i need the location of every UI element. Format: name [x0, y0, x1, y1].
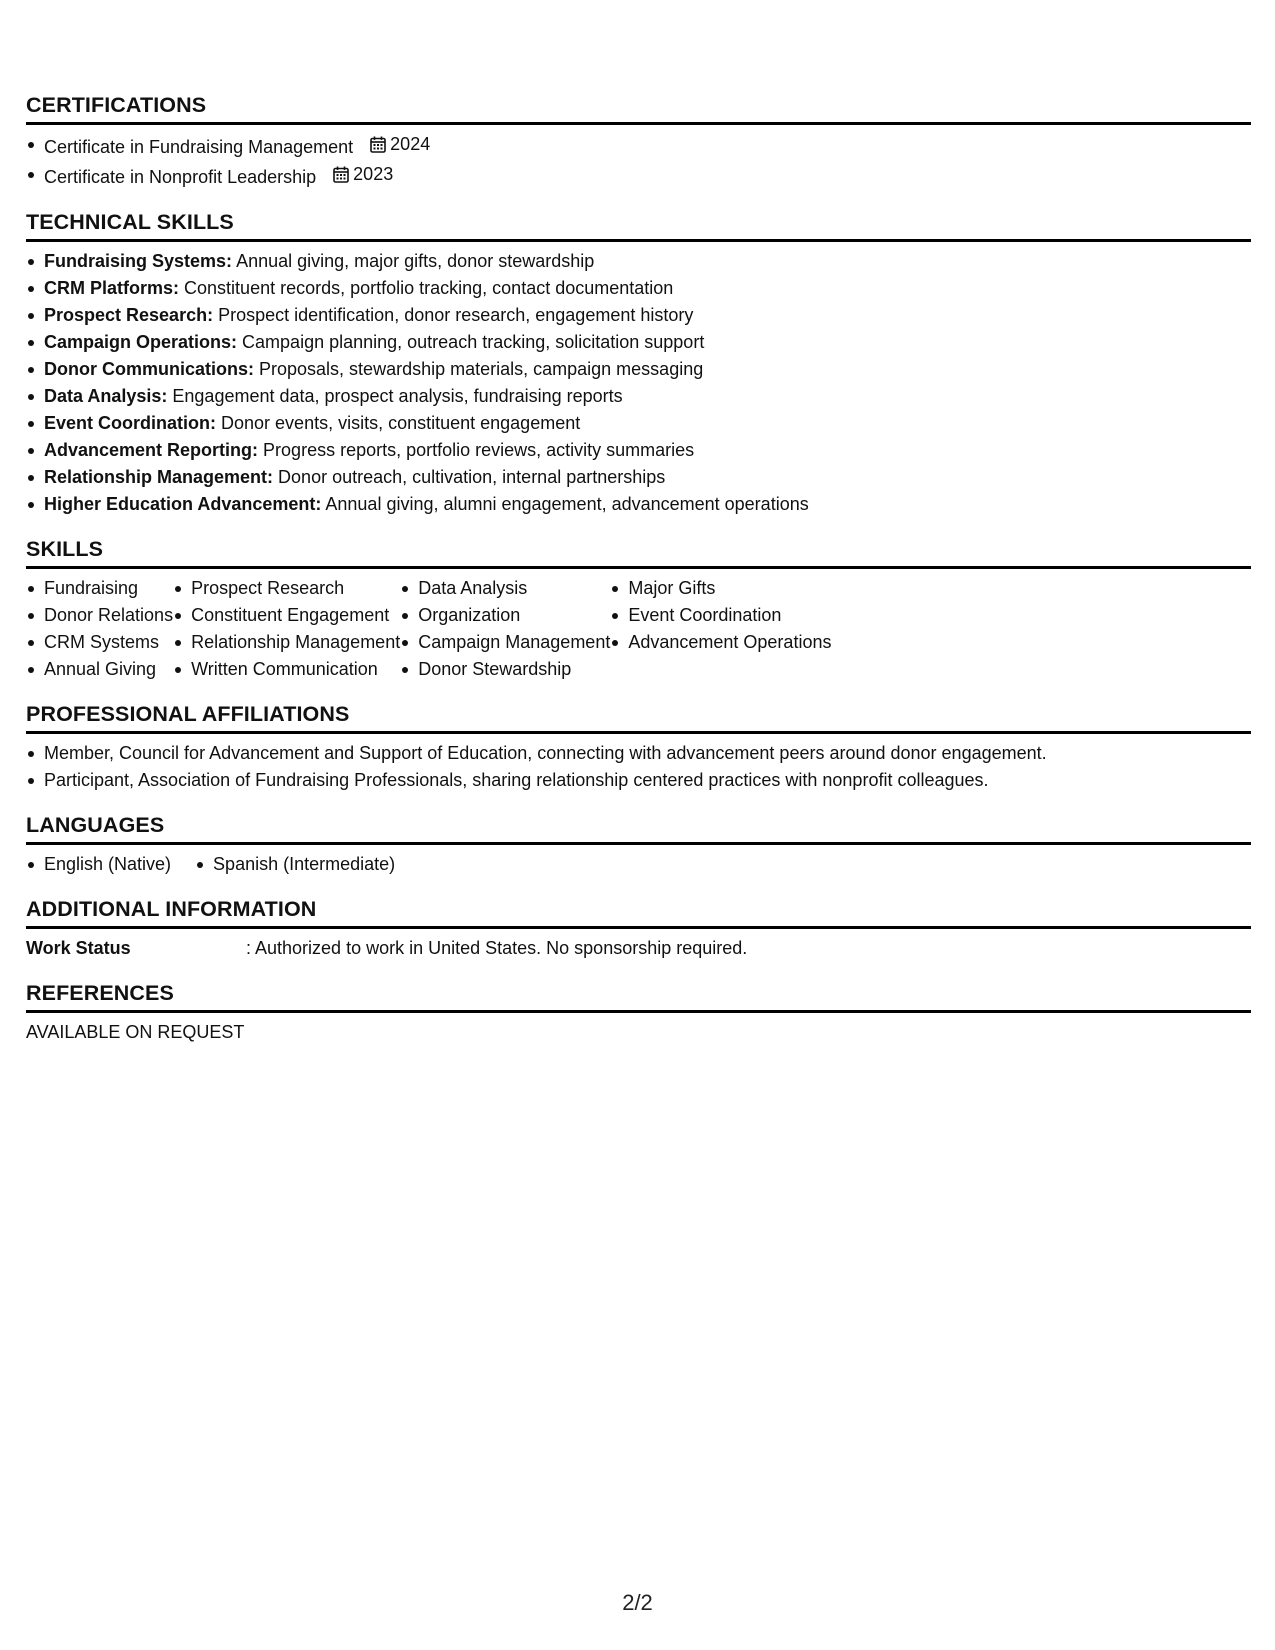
list-item: Data Analysis: [400, 575, 610, 602]
list-item: Prospect Research: [173, 575, 400, 602]
skills-section: [26, 536, 1251, 683]
skill-detail: Prospect identification, donor research, engagement history: [218, 305, 694, 325]
list-item: [26, 161, 1251, 191]
list-item: [26, 383, 1251, 410]
resume-page: [26, 92, 1251, 1064]
languages-section: [26, 812, 1251, 878]
certification-name: Certificate in Fundraising Management: [44, 137, 354, 157]
references-text: AVAILABLE ON REQUEST: [26, 1022, 245, 1042]
skills-heading: SKILLS: [26, 536, 1251, 569]
list-item: Campaign Management: [400, 629, 610, 656]
list-item: Donor Stewardship: [400, 656, 610, 683]
list-item: [26, 356, 1251, 383]
list-item: English (Native): [26, 851, 171, 878]
affiliations-list: [26, 740, 1251, 794]
list-item: Annual Giving: [26, 656, 173, 683]
list-item: [26, 275, 1251, 302]
skill-detail: Progress reports, portfolio reviews, activity summaries: [263, 440, 695, 460]
list-item: [26, 491, 1251, 518]
skill-category: Donor Communications:: [44, 359, 254, 379]
certification-year: 2023: [353, 164, 394, 184]
info-key: Work Status: [26, 938, 131, 958]
skill-category: Higher Education Advancement:: [44, 494, 322, 514]
list-item: Major Gifts: [610, 575, 831, 602]
skills-column: [400, 575, 610, 683]
skill-detail: Donor outreach, cultivation, internal partnerships: [278, 467, 666, 487]
technical-skills-list: [26, 248, 1251, 518]
technical-skills-heading: TECHNICAL SKILLS: [26, 209, 1251, 242]
certification-date: [370, 131, 430, 158]
list-item: [26, 464, 1251, 491]
skill-category: Campaign Operations:: [44, 332, 238, 352]
list-item: Member, Council for Advancement and Support of Education, connecting with advancement peers around donor engagement.: [26, 740, 1251, 767]
certification-year: 2024: [390, 134, 431, 154]
page-number: 2/2: [622, 1590, 653, 1615]
skill-category: Fundraising Systems:: [44, 251, 233, 271]
list-item: Organization: [400, 602, 610, 629]
skill-category: Event Coordination:: [44, 413, 216, 433]
certifications-section: [26, 92, 1251, 191]
skill-category: Prospect Research:: [44, 305, 214, 325]
certification-name: Certificate in Nonprofit Leadership: [44, 167, 317, 187]
list-item: [26, 302, 1251, 329]
references-heading: REFERENCES: [26, 980, 1251, 1013]
additional-info-heading: ADDITIONAL INFORMATION: [26, 896, 1251, 929]
list-item: Spanish (Intermediate): [195, 851, 395, 878]
skill-category: Data Analysis:: [44, 386, 168, 406]
additional-info-section: [26, 896, 1251, 962]
certifications-heading: CERTIFICATIONS: [26, 92, 1251, 125]
skill-category: Advancement Reporting:: [44, 440, 259, 460]
skills-grid: [26, 575, 1251, 683]
list-item: [26, 248, 1251, 275]
skills-column: [610, 575, 831, 683]
list-item: Advancement Operations: [610, 629, 831, 656]
list-item: Participant, Association of Fundraising Professionals, sharing relationship centered practices with nonprofit colleagues.: [26, 767, 1251, 794]
list-item: [26, 437, 1251, 464]
list-item: [26, 131, 1251, 161]
skill-category: Relationship Management:: [44, 467, 274, 487]
skill-detail: Campaign planning, outreach tracking, solicitation support: [242, 332, 705, 352]
affiliations-heading: PROFESSIONAL AFFILIATIONS: [26, 701, 1251, 734]
list-item: Constituent Engagement: [173, 602, 400, 629]
affiliations-section: [26, 701, 1251, 794]
list-item: Event Coordination: [610, 602, 831, 629]
skill-detail: Proposals, stewardship materials, campaign messaging: [259, 359, 704, 379]
skill-detail: Annual giving, major gifts, donor stewardship: [236, 251, 595, 271]
calendar-icon: [370, 136, 386, 153]
references-section: [26, 980, 1251, 1046]
skill-detail: Constituent records, portfolio tracking, contact documentation: [184, 278, 674, 298]
certifications-list: [26, 131, 1251, 191]
list-item: [26, 329, 1251, 356]
languages-heading: LANGUAGES: [26, 812, 1251, 845]
skill-detail: Annual giving, alumni engagement, advancement operations: [325, 494, 809, 514]
technical-skills-section: [26, 209, 1251, 518]
languages-list: [26, 851, 1251, 878]
skills-column: [26, 575, 173, 683]
skill-category: CRM Platforms:: [44, 278, 180, 298]
list-item: [26, 410, 1251, 437]
skill-detail: Donor events, visits, constituent engagement: [221, 413, 581, 433]
list-item: CRM Systems: [26, 629, 173, 656]
skills-column: [173, 575, 400, 683]
list-item: Fundraising: [26, 575, 173, 602]
list-item: Written Communication: [173, 656, 400, 683]
info-value: : Authorized to work in United States. No sponsorship required.: [246, 938, 748, 958]
list-item: Relationship Management: [173, 629, 400, 656]
info-row: [26, 935, 1251, 962]
skill-detail: Engagement data, prospect analysis, fundraising reports: [172, 386, 623, 406]
certification-date: [333, 161, 393, 188]
calendar-icon: [333, 166, 349, 183]
list-item: Donor Relations: [26, 602, 173, 629]
